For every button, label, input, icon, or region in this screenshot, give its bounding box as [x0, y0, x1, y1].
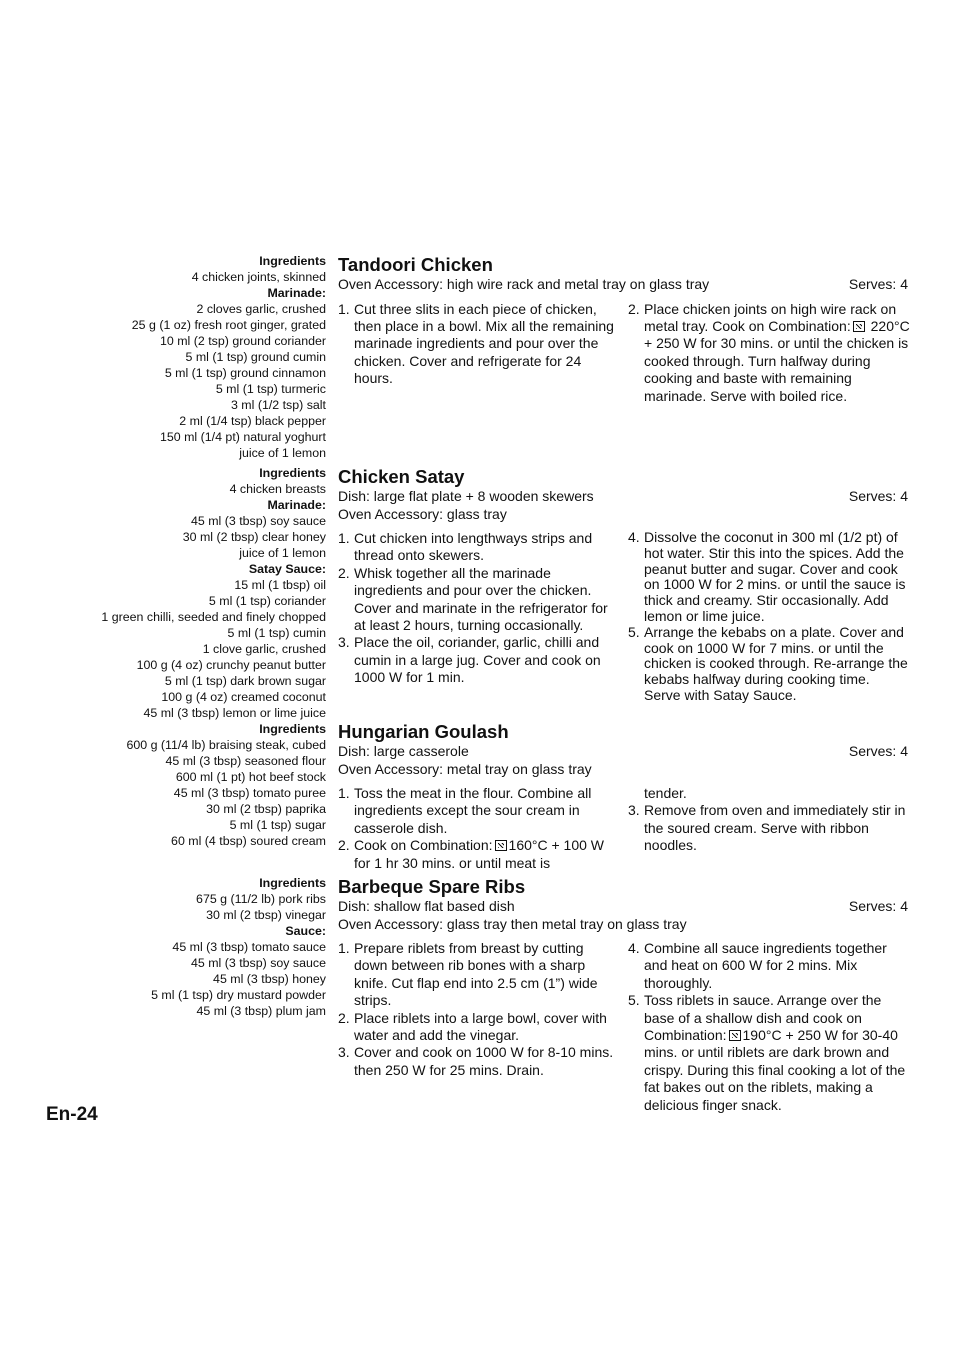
step-text: Cut three slits in each piece of chicken, then place in a bowl. Mix all the remaining marinade ingredients and pour over the chicken. Cover and refrigerate for 24 hours.	[354, 300, 614, 387]
ingredient-line: 5 ml (1 tsp) turmeric	[215, 382, 326, 396]
ingredient-line: 150 ml (1/4 pt) natural yoghurt	[160, 430, 326, 444]
meta-line: Dish: large casserole	[338, 743, 469, 759]
ingredient-line: 5 ml (1 tsp) coriander	[208, 594, 326, 608]
step-number: 2.	[628, 300, 640, 317]
ingredient-line: 45 ml (3 tbsp) tomato puree	[173, 786, 326, 800]
step-number: 1.	[338, 940, 350, 956]
ingredient-line: 5 ml (1 tsp) cumin	[227, 626, 326, 640]
step-text: Cover and cook on 1000 W for 8-10 mins. then 250 W for 25 mins. Drain.	[354, 1044, 614, 1078]
combination-mode-icon	[495, 840, 507, 851]
ingredients-chicken-satay	[60, 465, 326, 721]
step-number: 3.	[338, 1044, 350, 1061]
ingredient-line: juice of 1 lemon	[239, 446, 326, 460]
serves-label: Serves: 4	[848, 276, 908, 292]
recipe-title: Chicken Satay	[338, 466, 465, 487]
step-number: 3.	[338, 634, 350, 651]
method-step	[338, 565, 614, 635]
ingredient-line: 45 ml (3 tbsp) plum jam	[196, 1004, 326, 1018]
recipe-title: Barbeque Spare Ribs	[338, 876, 526, 897]
method-column-right	[628, 301, 910, 405]
step-number: 4.	[628, 529, 640, 545]
step-text	[644, 992, 910, 1114]
method-step	[628, 992, 910, 1114]
ingredient-line: 1 clove garlic, crushed	[202, 642, 326, 656]
recipe-chicken-satay	[338, 466, 908, 703]
method-column-right	[628, 940, 910, 1114]
ingredient-line: 100 g (4 oz) creamed coconut	[161, 690, 326, 704]
ingredient-line: 2 cloves garlic, crushed	[196, 302, 326, 316]
recipe-meta	[338, 276, 908, 294]
method-column-right	[628, 785, 910, 855]
step-text	[354, 837, 614, 872]
step-number: 2.	[338, 1009, 350, 1026]
step-text-part: 190°C + 250 W for 30-40 mins. or until riblets are dark brown and crispy. During this final cooking a lot of the fat bakes out on the riblets, making a delicious finger snack.	[644, 1027, 906, 1113]
method-step	[628, 802, 910, 854]
step-number: 3.	[628, 802, 640, 819]
recipe-title: Tandoori Chicken	[338, 254, 493, 275]
ingredient-line: 4 chicken breasts	[229, 482, 326, 496]
recipe-meta	[338, 898, 908, 933]
ingredient-heading: Ingredients	[259, 876, 326, 890]
combination-mode-icon	[853, 321, 865, 332]
step-text: Remove from oven and immediately stir in the soured cream. Serve with ribbon noodles.	[644, 802, 906, 854]
ingredient-heading: Marinade:	[267, 498, 326, 512]
ingredient-heading: Ingredients	[259, 254, 326, 268]
ingredient-line: 45 ml (3 tbsp) tomato sauce	[172, 940, 326, 954]
method-step	[338, 530, 614, 565]
ingredient-line: juice of 1 lemon	[239, 546, 326, 560]
ingredient-heading: Ingredients	[259, 722, 326, 736]
step-text-part: Place chicken joints on high wire rack on metal tray. Cook on Combination:	[644, 300, 897, 334]
step-text-part: 220°C + 250 W for 30 mins. or until the chicken is cooked through. Turn halfway during cooking and baste with remaining marinade. Serve with boiled rice.	[644, 317, 910, 404]
page-number: En-24	[46, 1104, 98, 1125]
meta-line: Oven Accessory: glass tray	[338, 505, 507, 522]
step-text: Dissolve the coconut in 300 ml (1/2 pt) of hot water. Stir this into the spices. Add the peanut butter and sugar. Cover and cook on 1000 W for 2 mins. or until the sauce is thick and creamy. Stir occasionally. Add lemon or lime juice.	[644, 529, 906, 624]
method-step	[338, 301, 614, 388]
ingredient-line: 100 g (4 oz) crunchy peanut butter	[136, 658, 326, 672]
meta-line: Oven Accessory: glass tray then metal tray on glass tray	[338, 915, 687, 932]
step-number: 5.	[628, 992, 640, 1009]
ingredient-line: 5 ml (1 tsp) dry mustard powder	[151, 988, 326, 1002]
method-step	[628, 785, 910, 802]
ingredient-line: 25 g (1 oz) fresh root ginger, grated	[131, 318, 326, 332]
recipe-meta	[338, 743, 908, 778]
recipe-tandoori-chicken	[338, 254, 910, 404]
ingredient-line: 3 ml (1/2 tsp) salt	[230, 398, 326, 412]
step-text: Whisk together all the marinade ingredients and pour over the chicken. Cover and marinate in the refrigerator for at least 2 hours, turning occasionally.	[354, 564, 608, 634]
ingredients-tandoori-chicken	[60, 253, 326, 461]
ingredient-line: 45 ml (3 tbsp) soy sauce	[191, 514, 326, 528]
ingredients-barbeque-spare-ribs	[60, 875, 326, 1019]
step-text	[644, 301, 910, 405]
ingredient-line: 30 ml (2 tbsp) clear honey	[182, 530, 326, 544]
ingredient-line: 45 ml (3 tbsp) soy sauce	[191, 956, 326, 970]
method-column-left	[338, 785, 614, 872]
method-step	[338, 1010, 614, 1045]
ingredient-line: 4 chicken joints, skinned	[191, 270, 326, 284]
ingredient-line: 1 green chilli, seeded and finely chopped	[101, 610, 326, 624]
step-text: Prepare riblets from breast by cutting down between rib bones with a sharp knife. Cut flap end into 2.5 cm (1”) wide strips.	[354, 940, 598, 1009]
ingredient-heading: Sauce:	[285, 924, 326, 938]
recipe-title: Hungarian Goulash	[338, 721, 509, 742]
meta-line: Dish: large flat plate + 8 wooden skewers	[338, 488, 594, 504]
method-column-left	[338, 940, 614, 1079]
method-step	[338, 1044, 614, 1079]
serves-label: Serves: 4	[848, 898, 908, 914]
recipe-hungarian-goulash	[338, 721, 908, 871]
step-number: 4.	[628, 940, 640, 956]
step-text: Arrange the kebabs on a plate. Cover and cook on 1000 W for 7 mins. or until the chicken is cooked through. Re-arrange the kebabs halfway during cooking time. Serve with Satay Sauce.	[644, 623, 908, 703]
step-number: 1.	[338, 530, 350, 546]
recipe-barbeque-spare-ribs	[338, 876, 908, 1113]
method-step	[338, 837, 614, 872]
ingredient-line: 45 ml (3 tbsp) seasoned flour	[165, 754, 326, 768]
ingredient-line: 600 g (11/4 lb) braising steak, cubed	[126, 738, 326, 752]
method-column-right	[628, 530, 910, 704]
step-number: 5.	[628, 623, 640, 640]
recipe-meta	[338, 488, 908, 523]
combination-mode-icon	[729, 1030, 741, 1041]
ingredient-line: 5 ml (1 tsp) sugar	[229, 818, 326, 832]
ingredient-line: 5 ml (1 tsp) dark brown sugar	[164, 674, 326, 688]
step-text-part: Cook on Combination:	[354, 837, 493, 854]
method-step	[628, 530, 910, 625]
ingredient-heading: Satay Sauce:	[248, 562, 326, 576]
ingredient-heading: Ingredients	[259, 466, 326, 480]
ingredient-line: 5 ml (1 tsp) ground cumin	[185, 350, 326, 364]
method-column-left	[338, 301, 614, 388]
method-step	[628, 301, 910, 405]
method-step	[338, 634, 614, 686]
ingredient-line: 5 ml (1 tsp) ground cinnamon	[164, 366, 326, 380]
step-text: Cut chicken into lengthways strips and thread onto skewers.	[354, 530, 593, 564]
ingredient-line: 60 ml (4 tbsp) soured cream	[171, 834, 326, 848]
method-step	[338, 785, 614, 837]
step-text: Combine all sauce ingredients together and heat on 600 W for 2 mins. Mix thoroughly.	[644, 940, 887, 991]
ingredient-line: 45 ml (3 tbsp) honey	[213, 972, 326, 986]
step-text-part: Toss riblets in sauce. Arrange over the base of a shallow dish and cook on Combination:	[644, 992, 882, 1044]
step-number: 2.	[338, 837, 350, 854]
meta-line: Dish: shallow flat based dish	[338, 898, 515, 914]
ingredient-line: 675 g (11/2 lb) pork ribs	[196, 892, 326, 906]
ingredient-line: 30 ml (2 tbsp) paprika	[206, 802, 326, 816]
method-step	[628, 940, 910, 992]
step-text: Toss the meat in the flour. Combine all ingredients except the sour cream in casserole dish.	[354, 785, 592, 836]
step-text: tender.	[644, 785, 687, 801]
ingredient-line: 10 ml (2 tsp) ground coriander	[160, 334, 326, 348]
ingredient-line: 2 ml (1/4 tsp) black pepper	[179, 414, 326, 428]
method-column-left	[338, 530, 614, 687]
ingredient-line: 600 ml (1 pt) hot beef stock	[175, 770, 326, 784]
meta-line: Oven Accessory: metal tray on glass tray	[338, 760, 592, 777]
step-number: 1.	[338, 300, 350, 317]
step-text: Place riblets into a large bowl, cover with water and add the vinegar.	[354, 1009, 607, 1044]
ingredient-line: 30 ml (2 tbsp) vinegar	[206, 908, 326, 922]
serves-label: Serves: 4	[848, 743, 908, 759]
method-step	[338, 940, 614, 1010]
step-number: 2.	[338, 564, 350, 581]
step-number: 1.	[338, 785, 350, 801]
step-text-part: 160°C + 100 W for 1 hr 30 mins. or until meat is	[354, 837, 605, 871]
serves-label: Serves: 4	[848, 488, 908, 504]
ingredient-line: 15 ml (1 tbsp) oil	[234, 578, 326, 592]
ingredient-heading: Marinade:	[267, 286, 326, 300]
meta-line: Oven Accessory: high wire rack and metal tray on glass tray	[338, 276, 710, 292]
ingredients-hungarian-goulash	[60, 721, 326, 849]
step-text: Place the oil, coriander, garlic, chilli and cumin in a large jug. Cover and cook on 1000 W for 1 min.	[354, 634, 601, 686]
ingredient-line: 45 ml (3 tbsp) lemon or lime juice	[143, 706, 326, 720]
method-step	[628, 625, 910, 704]
